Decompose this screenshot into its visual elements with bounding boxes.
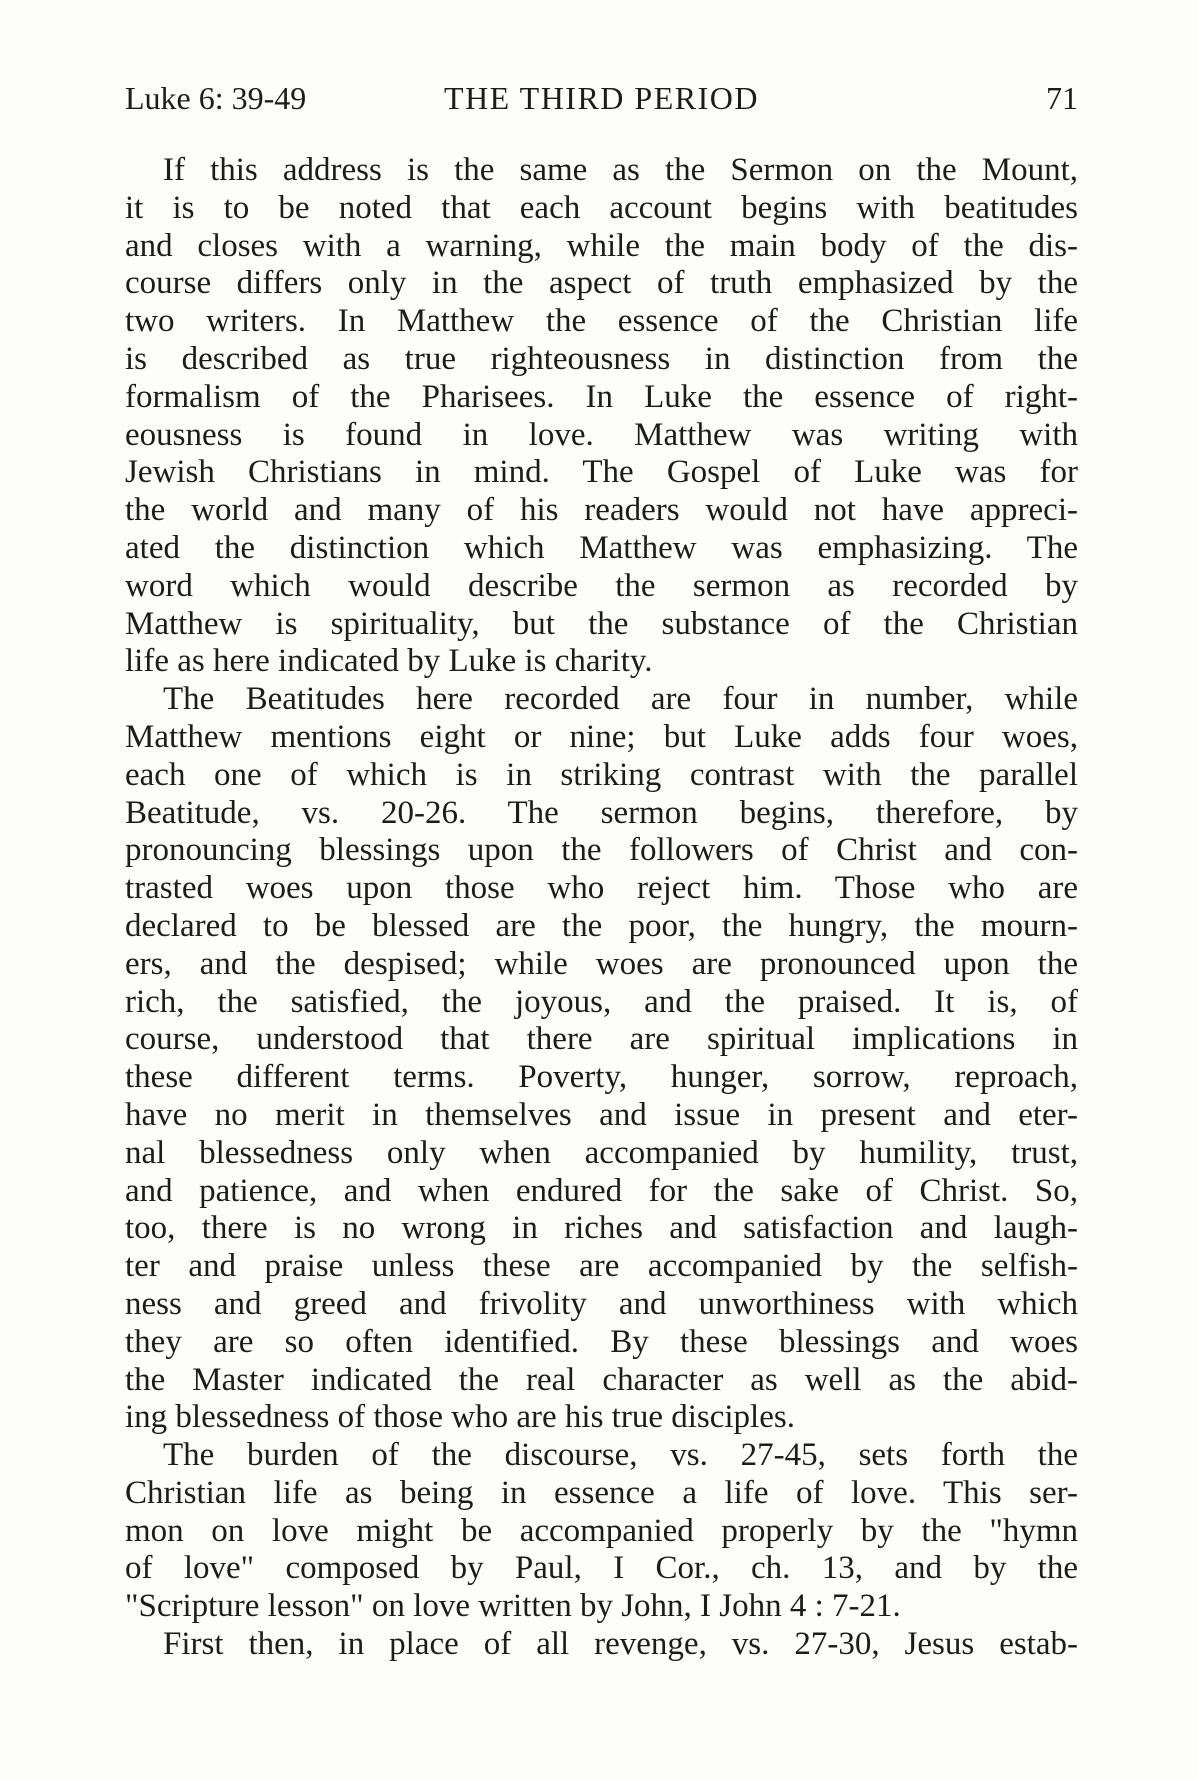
text-line: it is to be noted that each account begins with beatitudes <box>125 189 1078 226</box>
text-line: ness and greed and frivolity and unworthiness with which <box>125 1285 1078 1322</box>
paragraph <box>125 681 1078 1437</box>
text-line: ers, and the despised; while woes are pronounced upon the <box>125 945 1078 982</box>
text-line: have no merit in themselves and issue in present and eter- <box>125 1096 1078 1133</box>
running-header <box>125 76 1078 120</box>
text-line: two writers. In Matthew the essence of the Christian life <box>125 303 1078 340</box>
body-text <box>125 152 1078 1664</box>
text-line: "Scripture lesson" on love written by John, I John 4 : 7-21. <box>125 1588 901 1625</box>
text-line: of love" composed by Paul, I Cor., ch. 13, and by the <box>125 1550 1078 1587</box>
text-line: If this address is the same as the Sermon on the Mount, <box>163 152 1078 188</box>
text-line: Matthew is spirituality, but the substance of the Christian <box>125 605 1078 642</box>
text-line: these different terms. Poverty, hunger, sorrow, reproach, <box>125 1059 1078 1096</box>
text-line: too, there is no wrong in riches and satisfaction and laugh- <box>125 1210 1078 1247</box>
text-line: rich, the satisfied, the joyous, and the praised. It is, of <box>125 983 1078 1020</box>
text-line: formalism of the Pharisees. In Luke the essence of right- <box>125 378 1078 415</box>
text-line: ated the distinction which Matthew was emphasizing. The <box>125 529 1078 566</box>
text-line: First then, in place of all revenge, vs. 27-30, Jesus estab- <box>163 1626 1078 1663</box>
text-line: they are so often identified. By these blessings and woes <box>125 1323 1078 1360</box>
text-line: life as here indicated by Luke is charity. <box>125 643 653 680</box>
running-title: THE THIRD PERIOD <box>444 80 759 116</box>
text-line: ter and praise unless these are accompanied by the selfish- <box>125 1248 1078 1285</box>
text-line: The Beatitudes here recorded are four in number, while <box>163 681 1078 718</box>
chapter-reference: Luke 6: 39-49 <box>125 80 307 116</box>
text-line: nal blessedness only when accompanied by humility, trust, <box>125 1134 1078 1171</box>
text-line: eousness is found in love. Matthew was writing with <box>125 416 1078 453</box>
page-number: 71 <box>1046 80 1078 116</box>
text-line: the Master indicated the real character as well as the abid- <box>125 1361 1078 1398</box>
text-line: declared to be blessed are the poor, the hungry, the mourn- <box>125 907 1078 944</box>
paragraph <box>125 1626 1078 1664</box>
text-line: the world and many of his readers would not have appreci- <box>125 492 1078 529</box>
text-line: and patience, and when endured for the sake of Christ. So, <box>125 1172 1078 1209</box>
paragraph <box>125 1437 1078 1626</box>
text-line: mon on love might be accompanied properly by the "hymn <box>125 1512 1078 1549</box>
text-line: Beatitude, vs. 20-26. The sermon begins, therefore, by <box>125 794 1078 831</box>
text-line: Jewish Christians in mind. The Gospel of Luke was for <box>125 454 1078 491</box>
text-line: course, understood that there are spiritual implications in <box>125 1021 1078 1058</box>
text-line: course differs only in the aspect of truth emphasized by the <box>125 265 1078 302</box>
text-line: is described as true righteousness in distinction from the <box>125 340 1078 377</box>
text-line: Matthew mentions eight or nine; but Luke adds four woes, <box>125 718 1078 755</box>
text-line: trasted woes upon those who reject him. Those who are <box>125 870 1078 907</box>
paragraph <box>125 152 1078 681</box>
text-line: word which would describe the sermon as recorded by <box>125 567 1078 604</box>
text-line: each one of which is in striking contrast with the parallel <box>125 756 1078 793</box>
text-line: Christian life as being in essence a life of love. This ser- <box>125 1474 1078 1511</box>
text-line: ing blessedness of those who are his true disciples. <box>125 1399 795 1436</box>
text-line: pronouncing blessings upon the followers of Christ and con- <box>125 832 1078 869</box>
text-line: The burden of the discourse, vs. 27-45, sets forth the <box>163 1437 1078 1474</box>
text-line: and closes with a warning, while the main body of the dis- <box>125 227 1078 264</box>
